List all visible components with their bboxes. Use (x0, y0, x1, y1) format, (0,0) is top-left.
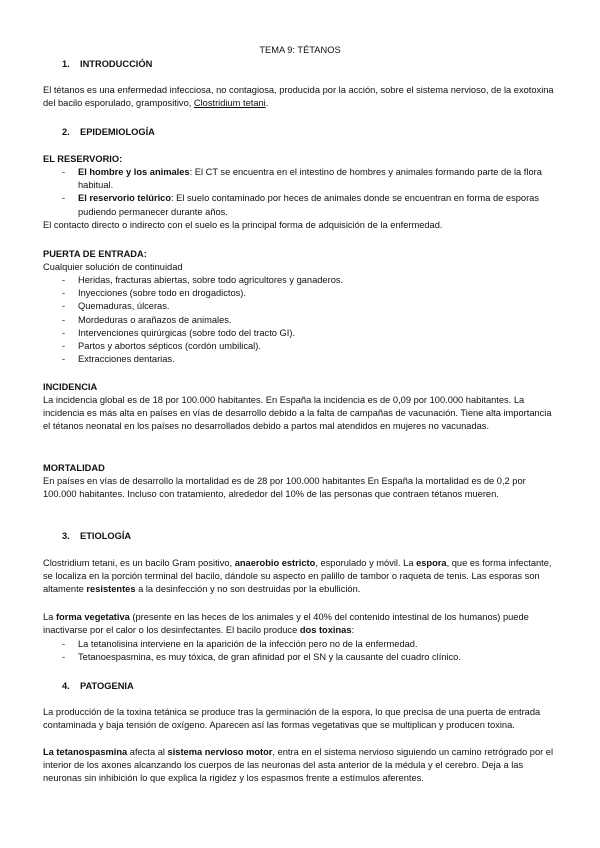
text-run: : (351, 625, 355, 636)
list-item: - Heridas, fracturas abiertas, sobre todo agricultores y ganaderos. (60, 274, 555, 287)
item-text: : El suelo contaminado por heces de animales donde se encuentran en forma de esporas pudiendo permanecer durante años. (78, 193, 539, 217)
text-run: Clostridium tetani, es un bacilo Gram positivo, (43, 558, 235, 568)
item-text: : El CT se encuentra en el intestino de hombres y animales formando parte de la flora habitual. (78, 167, 542, 191)
heading-text: ETIOLOGÍA (80, 531, 132, 541)
mortalidad-paragraph: En países en vías de desarrollo la mortalidad es de 28 por 100.000 habitantes En España la mortalidad es de 0,2 por 100.000 habitantes. Incluso con tratamiento, alrededor del 10% de las personas que contraen tétanos mueren. (43, 476, 526, 500)
bold-run: sistema nervioso motor (167, 747, 273, 757)
heading-patogenia (62, 680, 134, 693)
patogenia-paragraph-2 (43, 746, 555, 786)
intro-text-end: . (265, 98, 269, 109)
heading-number: 4. (62, 681, 70, 691)
bold-run: resistentes (86, 584, 136, 595)
subheading-incidencia: INCIDENCIA (43, 382, 98, 392)
list-item: - Mordeduras o arañazos de animales. (60, 314, 555, 327)
toxinas-list (60, 638, 555, 664)
list-item (60, 166, 555, 192)
heading-epidemiologia (62, 126, 155, 139)
heading-text: EPIDEMIOLOGÍA (80, 127, 155, 137)
intro-text: El tétanos es una enfermedad infecciosa, no contagiosa, producida por la acción, sobre el sistema nervioso, de la exotoxina del bacilo esporulado, grampositivo, (43, 85, 554, 109)
document-title: TEMA 9: TÉTANOS (259, 45, 341, 55)
bold-run: anaerobio estricto (234, 558, 316, 568)
puerta-intro: Cualquier solución de continuidad (43, 262, 183, 272)
bold-run: La tetanospasmina (43, 747, 128, 757)
text-run: (presente en las heces de los animales y el 40% del contenido intestinal de los humanos) puede inactivarse por el calor o los desinfectantes. El bacilo produce (43, 612, 529, 636)
item-bold: El hombre y los animales (78, 167, 190, 177)
text-run: afecta al (127, 747, 168, 757)
text-run: La (43, 612, 56, 622)
list-item: - Tetanoespasmina, es muy tóxica, de gran afinidad por el SN y la causante del cuadro clínico. (60, 651, 555, 664)
heading-number: 3. (62, 531, 70, 541)
text-run: , entra en el sistema nervioso siguiendo un camino retrógrado por el interior de los axones alcanzando los cuerpos de las neuronas del asta anterior de la médula y el cerebro. Deja a las neuronas sin inhibición lo que explica la rigidez y los espasmos frente a estímulos aferentes. (43, 747, 554, 784)
patogenia-paragraph-1: La producción de la toxina tetánica se produce tras la germinación de la espora, lo que precisa de una puerta de entrada contaminada y baja tensión de oxígeno. Aparecen así las formas vegetativas que se multiplican y producen toxina. (43, 707, 541, 731)
list-item: - La tetanolisina interviene en la aparición de la infección pero no de la enfermedad. (60, 638, 555, 651)
heading-introduccion (62, 58, 152, 71)
heading-number: 1. (62, 59, 70, 69)
list-item (60, 192, 555, 218)
text-run: , esporulado y móvil. La (315, 558, 417, 568)
puerta-list (60, 274, 555, 366)
list-item: - Quemaduras, úlceras. (60, 300, 555, 313)
heading-text: INTRODUCCIÓN (80, 59, 153, 69)
intro-paragraph (43, 84, 555, 110)
reservorio-list (60, 166, 555, 219)
subheading-puerta-entrada: PUERTA DE ENTRADA: (43, 249, 147, 259)
heading-number: 2. (62, 127, 70, 137)
list-item: - Extracciones dentarias. (60, 353, 555, 366)
list-item: - Partos y abortos sépticos (cordón umbilical). (60, 340, 555, 353)
subheading-reservorio: EL RESERVORIO: (43, 154, 123, 164)
text-run: a la desinfección y no son destruidas por la ebullición. (135, 584, 361, 595)
list-item: - Inyecciones (sobre todo en drogadictos). (60, 287, 555, 300)
organism-name: Clostridium tetani (193, 98, 266, 109)
item-bold: El reservorio telúrico (78, 193, 172, 204)
heading-text: PATOGENIA (80, 681, 134, 691)
heading-etiologia (62, 530, 131, 543)
list-item: - Intervenciones quirúrgicas (sobre todo del tracto GI). (60, 327, 555, 340)
bold-run: espora (416, 558, 447, 568)
etiologia-paragraph-2 (43, 611, 555, 637)
text-run: , que es forma infectante, se localiza en la porción terminal del bacilo, dándole su aspecto en palillo de tambor o raqueta de tenis. Las esporas son altamente (43, 558, 552, 595)
subheading-mortalidad: MORTALIDAD (43, 463, 105, 473)
bold-run: forma vegetativa (55, 612, 130, 622)
bold-run: dos toxinas (299, 625, 352, 636)
etiologia-paragraph-1 (43, 557, 555, 597)
reservorio-note: El contacto directo o indirecto con el suelo es la principal forma de adquisición de la enfermedad. (43, 220, 443, 230)
incidencia-paragraph: La incidencia global es de 18 por 100.000 habitantes. En España la incidencia es de 0,09 por 100.000 habitantes. La incidencia es más alta en países en vías de desarrollo debido a la falta de campañas de vacunación. Tiene alta importancia el tétanos neonatal en los países no desarrollados debido a partos mal atendidos en mujeres no vacunadas. (43, 395, 552, 432)
